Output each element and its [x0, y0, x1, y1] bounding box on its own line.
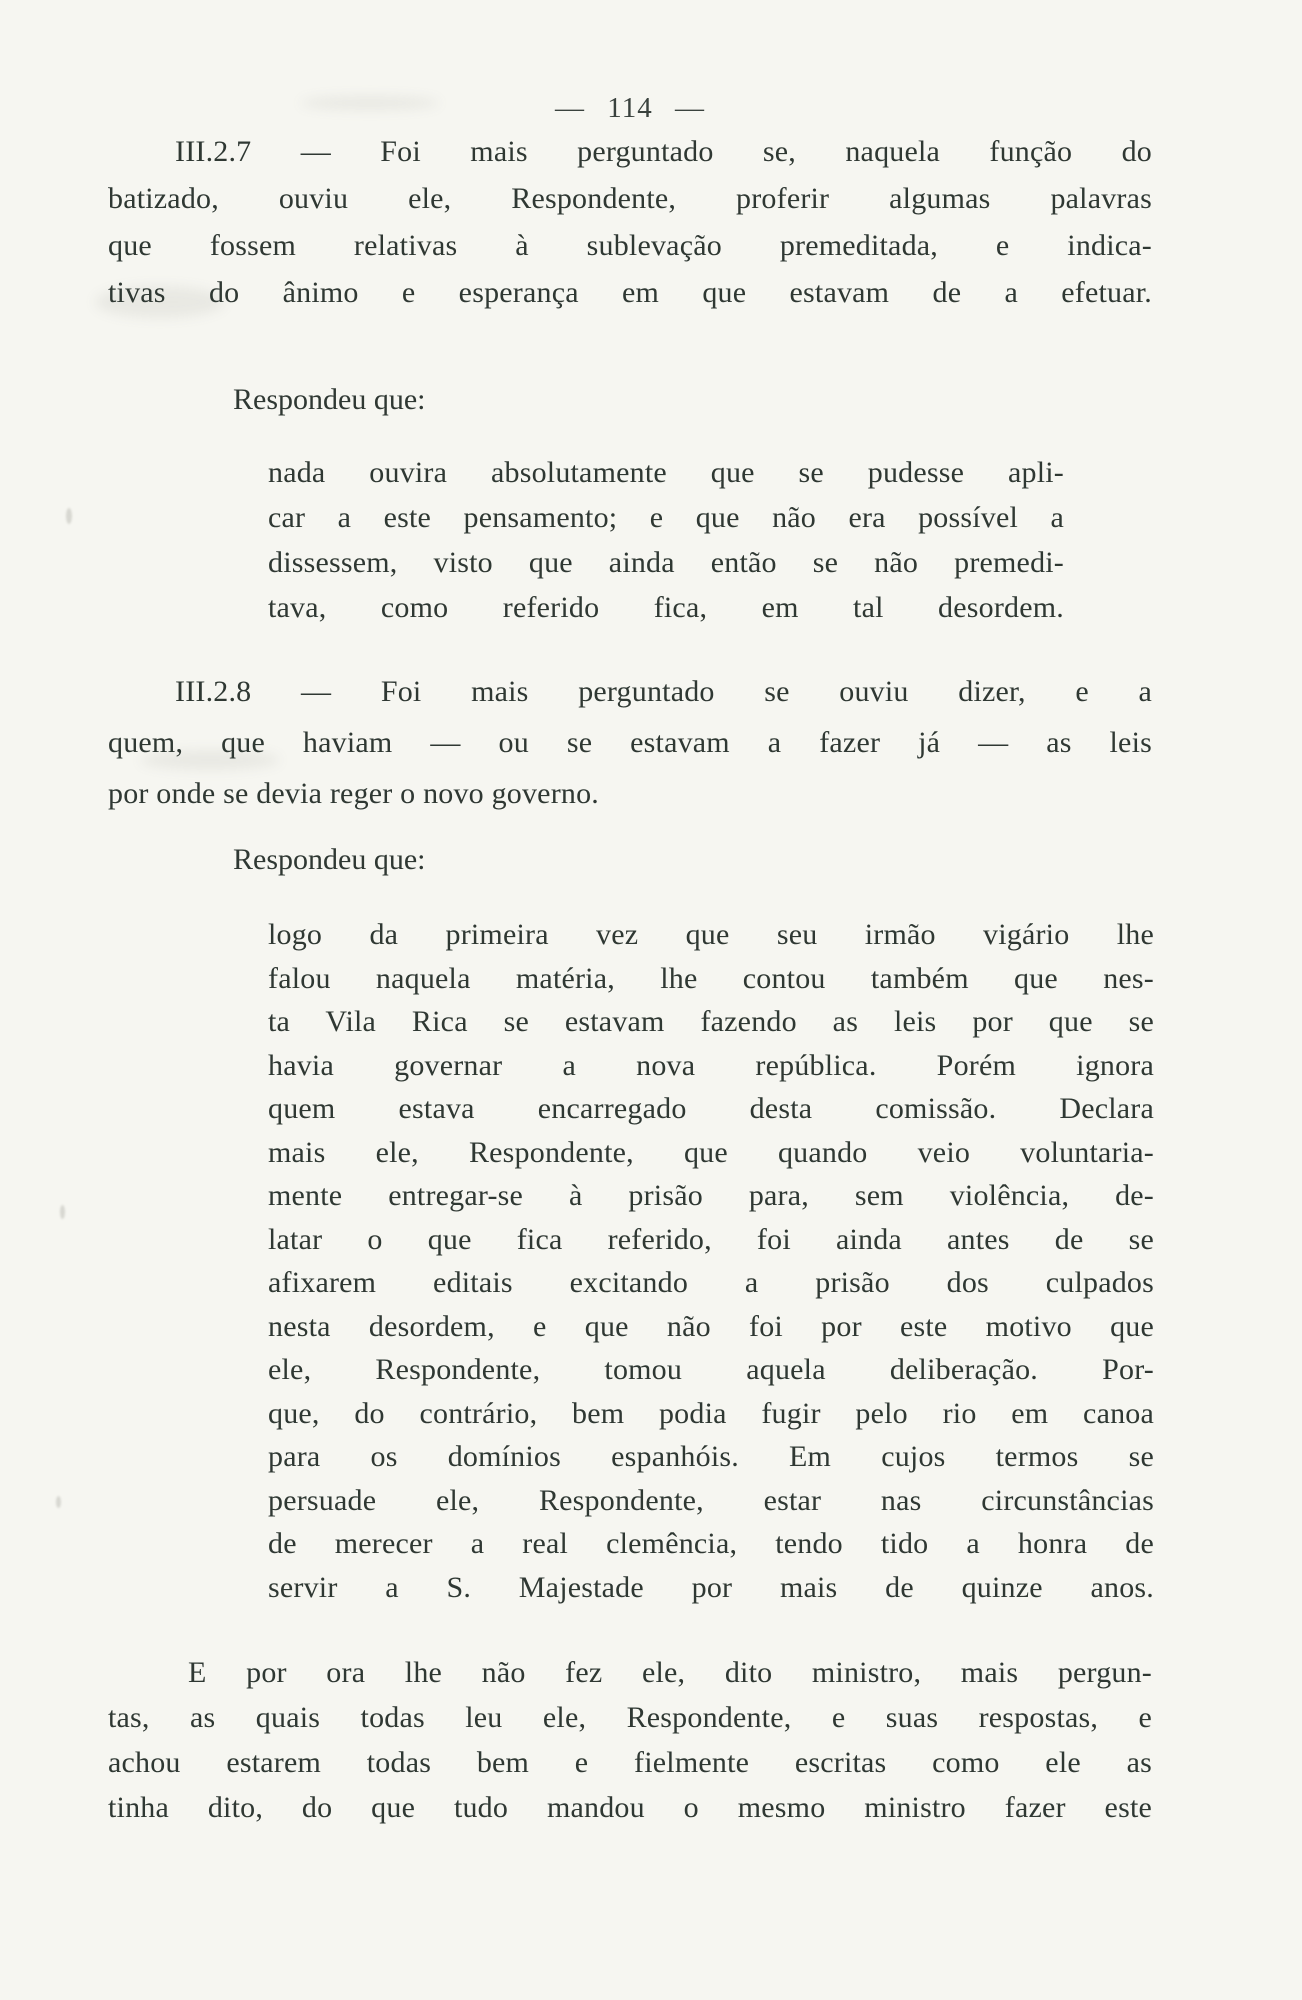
- paragraph-question-iii-2-8: [108, 666, 1152, 819]
- paragraph-question-iii-2-7: [108, 128, 1152, 316]
- text-line: que, do contrário, bem podia fugir pelo rio em canoa: [268, 1396, 1154, 1430]
- text-line: quem, que haviam — ou se estavam a fazer já — as leis: [108, 726, 1152, 759]
- text-line: quem estava encarregado desta comissão. Declara: [268, 1092, 1154, 1125]
- scan-speck: [56, 1496, 61, 1508]
- text-line: dissessem, visto que ainda então se não premedi-: [268, 546, 1064, 579]
- text-line: tas, as quais todas leu ele, Respondente, e suas respostas, e: [108, 1701, 1152, 1734]
- text-line: que fossem relativas à sublevação premeditada, e indica-: [108, 229, 1152, 262]
- scan-speck: [60, 1205, 65, 1219]
- text-line: tinha dito, do que tudo mandou o mesmo ministro fazer este: [108, 1791, 1152, 1824]
- page-number: — 114 —: [555, 92, 705, 124]
- text-line: havia governar a nova república. Porém ignora: [268, 1048, 1154, 1082]
- answer-label: Respondeu que:: [233, 843, 426, 876]
- text-line: falou naquela matéria, lhe contou também que nes-: [268, 961, 1154, 995]
- text-line: nada ouvira absolutamente que se pudesse apli-: [268, 456, 1064, 489]
- text-line: mais ele, Respondente, que quando veio voluntaria-: [268, 1135, 1154, 1169]
- paragraph-answer-1: [268, 450, 1064, 630]
- text-line: mente entregar-se à prisão para, sem violência, de-: [268, 1179, 1154, 1212]
- text-line: tivas do ânimo e esperança em que estavam de a efetuar.: [108, 276, 1152, 309]
- text-line: III.2.8 — Foi mais perguntado se ouviu dizer, e a: [175, 675, 1152, 708]
- text-line: afixarem editais excitando a prisão dos culpados: [268, 1266, 1154, 1299]
- text-line: E por ora lhe não fez ele, dito ministro, mais pergun-: [188, 1656, 1152, 1689]
- text-line: de merecer a real clemência, tendo tido a honra de: [268, 1527, 1154, 1560]
- scan-speck: [66, 508, 72, 524]
- text-line: ta Vila Rica se estavam fazendo as leis por que se: [268, 1005, 1154, 1038]
- text-line: logo da primeira vez que seu irmão vigário lhe: [268, 918, 1154, 951]
- text-line: tava, como referido fica, em tal desordem.: [268, 591, 1064, 624]
- text-line: persuade ele, Respondente, estar nas circunstâncias: [268, 1483, 1154, 1517]
- text-line: para os domínios espanhóis. Em cujos termos se: [268, 1440, 1154, 1473]
- answer-label: Respondeu que:: [233, 383, 426, 416]
- text-line: achou estarem todas bem e fielmente escritas como ele as: [108, 1746, 1152, 1779]
- text-line: batizado, ouviu ele, Respondente, proferir algumas palavras: [108, 182, 1152, 215]
- text-line: por onde se devia reger o novo governo.: [108, 777, 599, 810]
- text-line: nesta desordem, e que não foi por este motivo que: [268, 1309, 1154, 1343]
- paragraph-closing: [108, 1650, 1152, 1830]
- text-line: car a este pensamento; e que não era possível a: [268, 501, 1064, 534]
- text-line: ele, Respondente, tomou aquela deliberação. Por-: [268, 1353, 1154, 1386]
- paragraph-answer-2: [268, 913, 1154, 1609]
- text-line: latar o que fica referido, foi ainda antes de se: [268, 1222, 1154, 1256]
- text-line: servir a S. Majestade por mais de quinze anos.: [268, 1570, 1154, 1604]
- text-line: III.2.7 — Foi mais perguntado se, naquela função do: [175, 135, 1152, 168]
